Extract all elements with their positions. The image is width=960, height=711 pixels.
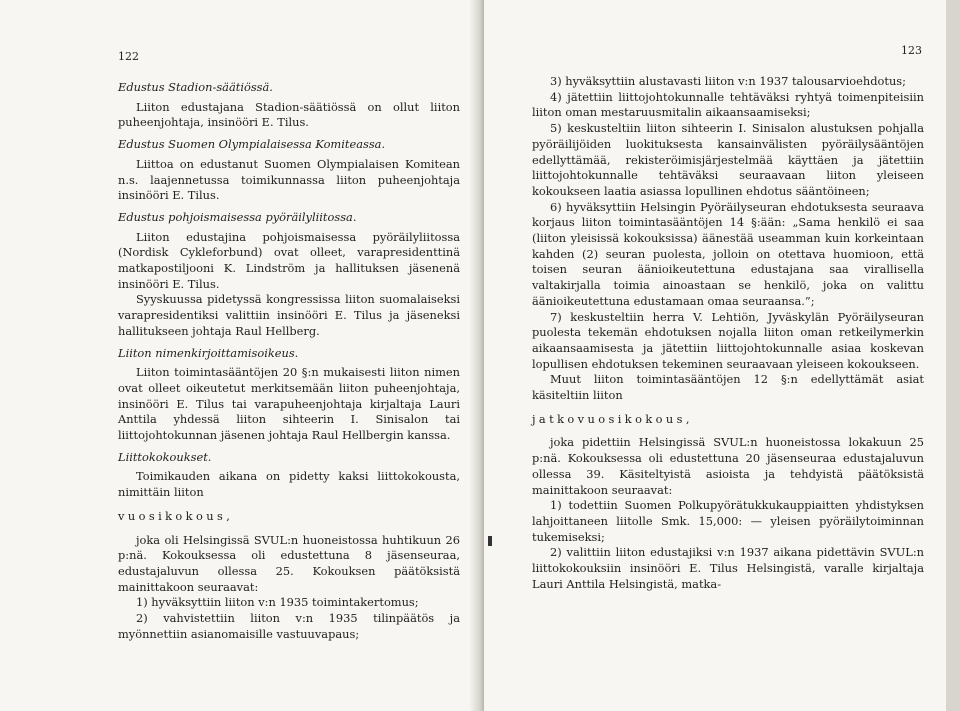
- paragraph: 6) hyväksyttiin Helsingin Pyöräilyseuran ehdotuksesta seuraava korjaus liiton toimintasääntöjen 14 §:ään: „Sama henkilö ei saa (liiton yleisissä kokouksissa) äänestää useamman kuin korkeintaan kahden (2) seuran puolesta, jolloin on otettava huomioon, että toisen seuran äänioikeutettuna edustajana saa virallisella valtakirjalla toimia ainoastaan se henkilö, joka on valittu äänioikeutettuna edustamaan omaa seuraansa.”;: [532, 199, 924, 308]
- page-number-right: 123: [901, 44, 922, 57]
- paragraph: 2) valittiin liiton edustajiksi v:n 1937 aikana pidettävin SVUL:n liittokokouksiin insinööri E. Tilus Helsingistä, varalle kirjaltaja Lauri Anttila Helsingistä, matka-: [532, 545, 924, 591]
- paragraph: Toimikauden aikana on pidetty kaksi liittokokousta, nimittäin liiton: [118, 469, 460, 500]
- left-page-text: [118, 80, 460, 643]
- paragraph: joka oli Helsingissä SVUL:n huoneistossa huhtikuun 26 p:nä. Kokouksessa oli edustettuna 8 jäsenseuraa, edustajaluvun ollessa 25. Kokouksen päätöksistä mainittakoon seuraavat:: [118, 532, 460, 594]
- section-heading: Liittokokoukset.: [118, 449, 212, 464]
- bookmark-mark: [488, 536, 492, 546]
- right-page-text: [532, 74, 924, 593]
- paragraph: 2) vahvistettiin liiton v:n 1935 tilinpäätös ja myönnettiin asianomaisille vastuuvapaus;: [118, 611, 460, 641]
- paragraph: 5) keskusteltiin liiton sihteerin I. Sinisalon alustuksen pohjalla pyöräilijöiden luokituksesta kansainvälisten pyöräilysääntöjen edellyttämää, rekisteröimisjärjestelmää käyttäen ja jätettiin liittojohtokunnalle tehtäväksi seuraavaan liiton yleiseen kokoukseen laatia asiassa lopullinen ehdotus sääntöineen;: [532, 121, 924, 198]
- paragraph: Liiton edustajana Stadion-säätiössä on ollut liiton puheenjohtaja, insinööri E. Tilus.: [118, 99, 460, 130]
- section-heading: Edustus Suomen Olympialaisessa Komiteassa.: [118, 137, 386, 152]
- paragraph: 4) jätettiin liittojohtokunnalle tehtäväksi ryhtyä toimenpiteisiin liiton oman mestaruusmitalin aikaansaamiseksi;: [532, 89, 924, 120]
- paragraph: 1) hyväksyttiin liiton v:n 1935 toimintakertomus;: [136, 595, 419, 610]
- meeting-title: vuosikokous,: [118, 508, 234, 523]
- paragraph: Liiton toimintasääntöjen 20 §:n mukaisesti liiton nimen ovat olleet oikeutetut merkitsemään liiton puheenjohtaja, insinööri E. Tilus tai varapuheenjohtaja kirjaltaja Lauri Anttila yhdessä liiton sihteerin I. Sinisalon tai liittojohtokunnan jäsenen johtaja Raul Hellbergin kanssa.: [118, 365, 460, 443]
- paragraph: Liittoa on edustanut Suomen Olympialaisen Komitean n.s. laajennetussa toimikunnassa liiton puheenjohtaja insinööri E. Tilus.: [118, 156, 460, 203]
- section-heading: Edustus pohjoismaisessa pyöräilyliitossa.: [118, 209, 357, 224]
- meeting-title: jatkovuosikokous,: [532, 411, 693, 426]
- paragraph: Muut liiton toimintasääntöjen 12 §:n edellyttämät asiat käsiteltiin liiton: [532, 372, 924, 403]
- section-heading: Edustus Stadion-säätiössä.: [118, 80, 273, 94]
- paragraph: joka pidettiin Helsingissä SVUL:n huoneistossa lokakuun 25 p:nä. Kokouksessa oli edustettuna 20 jäsenseuraa edustajaluvun ollessa 39. Käsiteltyistä asioista ja tehdyistä päätöksistä mainittakoon seuraavat:: [532, 435, 924, 497]
- book-edge: [946, 0, 960, 711]
- right-page: [484, 0, 946, 711]
- section-heading: Liiton nimenkirjoittamisoikeus.: [118, 345, 299, 360]
- paragraph: 3) hyväksyttiin alustavasti liiton v:n 1937 talousarvioehdotus;: [550, 74, 906, 88]
- paragraph: Liiton edustajina pohjoismaisessa pyöräilyliitossa (Nordisk Cykleforbund) ovat olleet, varapresidenttinä matkapostiljooni K. Lindström ja hallituksen jäsenenä insinööri E. Tilus.: [118, 229, 460, 291]
- page-number-left: 122: [118, 50, 139, 63]
- paragraph: 7) keskusteltiin herra V. Lehtiön, Jyväskylän Pyöräilyseuran puolesta tekemän ehdotuksen nojalla liiton oman retkeilymerkin aikaansaamisesta ja jätettiin liittojohtokunnalle asiaa koskevan lopullisen ehdotuksen tekeminen seuraavaan yleiseen kokoukseen.: [532, 309, 924, 371]
- paragraph: 1) todettiin Suomen Polkupyörätukkukauppiaitten yhdistyksen lahjoittaneen liitolle Smk. 15,000: — yleisen pyöräilytoiminnan tukemiseksi;: [532, 498, 924, 544]
- paragraph: Syyskuussa pidetyssä kongressissa liiton suomalaiseksi varapresidentiksi valittiin insinööri E. Tilus ja jäseneksi hallitukseen johtaja Raul Hellberg.: [118, 292, 460, 338]
